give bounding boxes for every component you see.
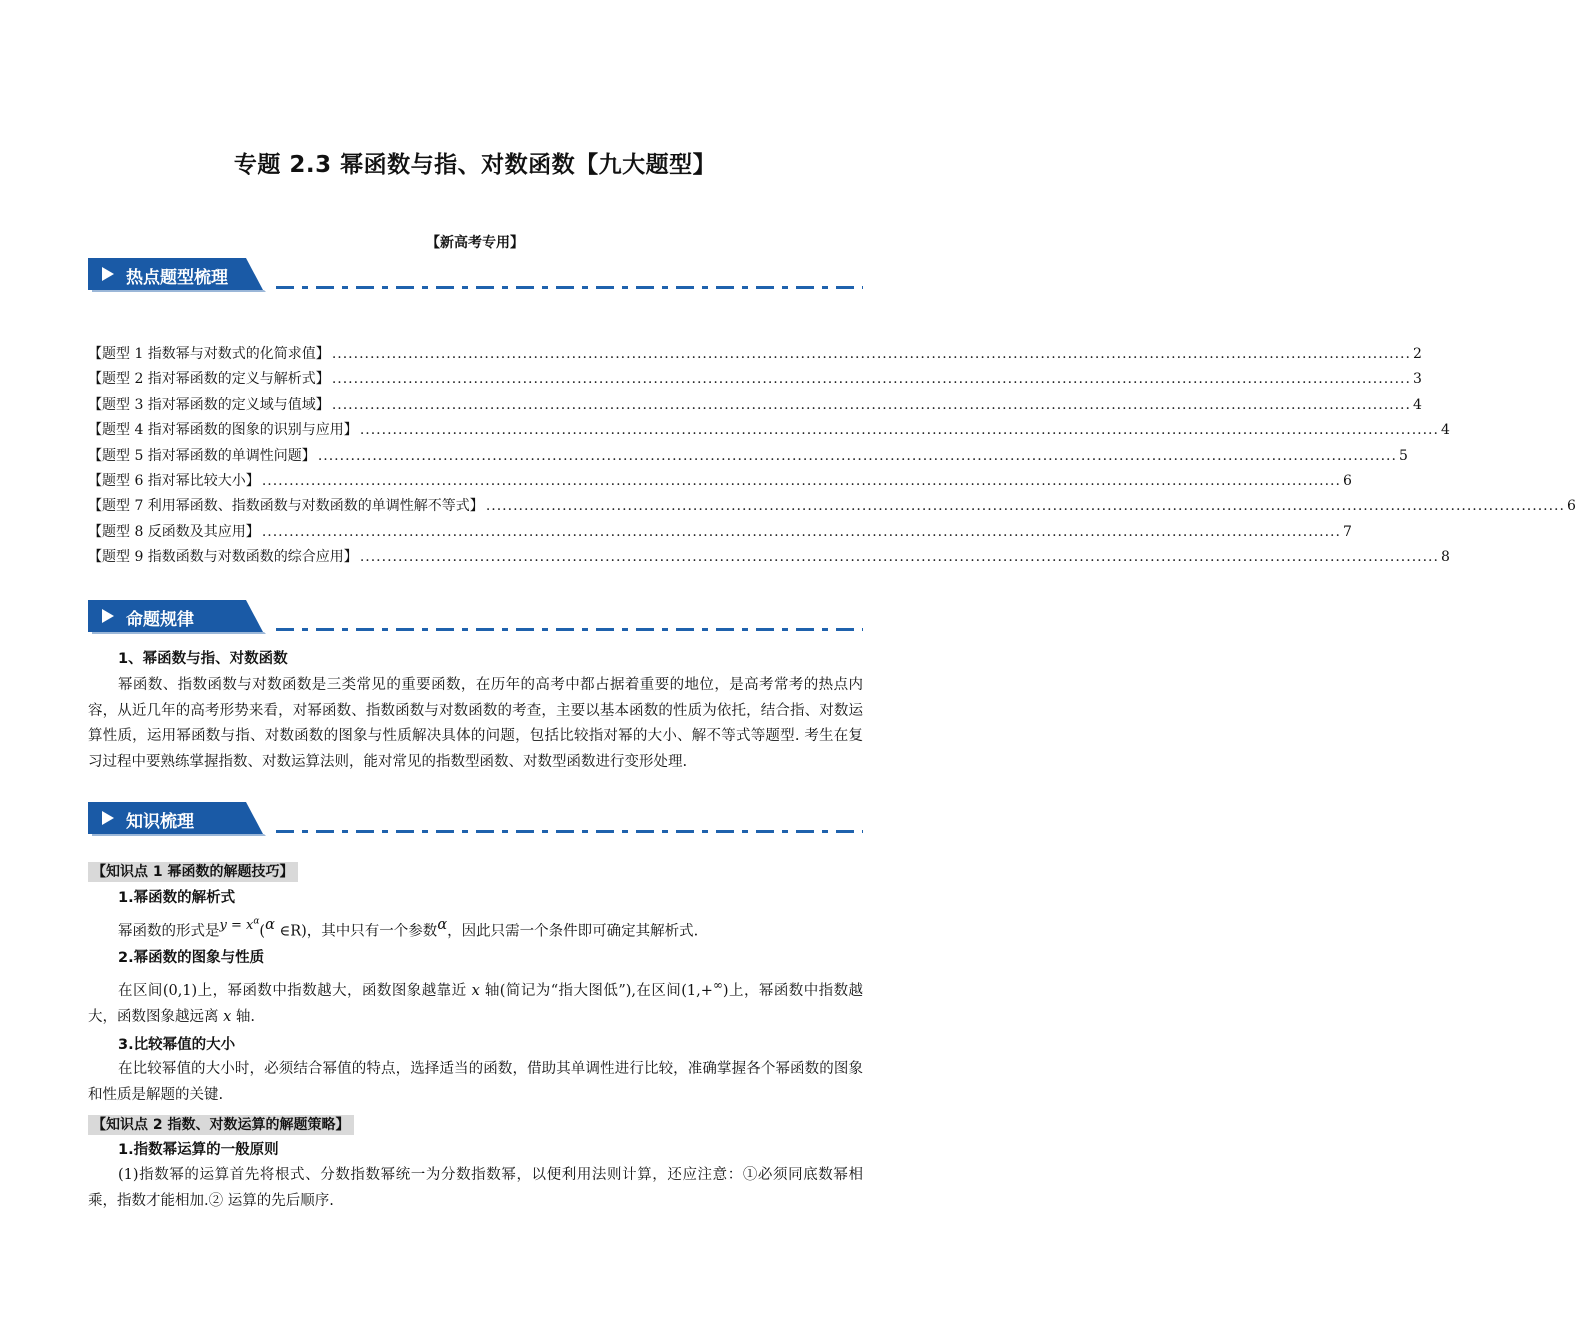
dash-line (276, 628, 863, 631)
table-of-contents (88, 343, 1576, 572)
kp2-para1: (1)指数幂的运算首先将根式、分数指数幂统一为分数指数幂，以便利用法则计算，还应注意：①必须同底数幂相乘，指数才能相加.② 运算的先后顺序. (88, 1167, 863, 1209)
banner-label: 命题规律 (126, 610, 194, 630)
banner-label: 知识梳理 (126, 812, 194, 832)
rules-heading: 1、幂函数与指、对数函数 (118, 651, 288, 667)
section-heading: 2.幂函数的图象与性质 (118, 950, 265, 966)
banner-label: 热点题型梳理 (126, 268, 228, 288)
banner-rules (88, 600, 863, 634)
rules-body: 幂函数、指数函数与对数函数是三类常见的重要函数，在历年的高考中都占据着重要的地位，是高考常考的热点内容，从近几年的高考形势来看，对幂函数、指数函数与对数函数的考查，主要以基本函数的性质为依托，结合指、对数运算性质，运用幂函数与指、对数函数的图象与性质解决具体的问题，包括比较指对幂的大小、解不等式等题型. 考生在复习过程中要熟练掌握指数、对数运算法则，能对常见的指数型函数、对数型函数进行变形处理. (88, 677, 863, 770)
toc-item[interactable]: 【题型 8 反函数及其应用】 ...................................................................................................................................................................................................... 7 (88, 523, 1352, 540)
banner-hot-topics (88, 258, 863, 292)
toc-item[interactable]: 【题型 6 指对幂比较大小】 ...................................................................................................................................................................................................... 6 (88, 472, 1352, 489)
knowledge-point-title: 【知识点 1 幂函数的解题技巧】 (88, 862, 298, 882)
section-heading: 1.指数幂运算的一般原则 (118, 1142, 279, 1158)
kp1-para1: 幂函数的形式是$y = x^\alpha(\alpha$ ∈R)，其中只有一个参数α，因此只需一个条件即可确定其解析式. (118, 917, 699, 940)
section-heading: 1.幂函数的解析式 (118, 890, 236, 906)
toc-item[interactable]: 【题型 7 利用幂函数、指数函数与对数函数的单调性解不等式】 ...................................................................................................................................................................................................... 6 (88, 498, 1576, 515)
toc-item[interactable]: 【题型 9 指数函数与对数函数的综合应用】 ...................................................................................................................................................................................................... 8 (88, 549, 1450, 566)
dash-line (276, 830, 863, 833)
dash-line (276, 286, 863, 289)
kp1-para2: 在区间(0,1)上，幂函数中指数越大，函数图象越靠近 x 轴(简记为“指大图低”),在区间(1,+∞)上，幂函数中指数越大，函数图象越远离 x 轴. (88, 978, 864, 1025)
kp1-para3: 在比较幂值的大小时，必须结合幂值的特点，选择适当的函数，借助其单调性进行比较，准确掌握各个幂函数的图象和性质是解题的关键. (88, 1061, 863, 1103)
banner-tab (88, 802, 263, 834)
page-title: 专题 2.3 幂函数与指、对数函数【九大题型】 (233, 152, 717, 178)
banner-tab (88, 600, 263, 632)
toc-item[interactable]: 【题型 4 指对幂函数的图象的识别与应用】 ...................................................................................................................................................................................................... 4 (88, 422, 1450, 439)
banner-knowledge (88, 802, 863, 836)
toc-item[interactable]: 【题型 3 指对幂函数的定义域与值域】 ...................................................................................................................................................................................................... 4 (88, 396, 1422, 413)
toc-item[interactable]: 【题型 2 指对幂函数的定义与解析式】 ...................................................................................................................................................................................................... 3 (88, 371, 1422, 388)
knowledge-point-title: 【知识点 2 指数、对数运算的解题策略】 (88, 1115, 354, 1135)
page-subtitle: 【新高考专用】 (426, 235, 524, 251)
toc-item[interactable]: 【题型 1 指数幂与对数式的化简求值】 ...................................................................................................................................................................................................... 2 (88, 346, 1422, 362)
section-heading: 3.比较幂值的大小 (118, 1037, 236, 1053)
banner-tab (88, 258, 263, 290)
toc-item[interactable]: 【题型 5 指对幂函数的单调性问题】 ...................................................................................................................................................................................................... 5 (88, 447, 1408, 464)
